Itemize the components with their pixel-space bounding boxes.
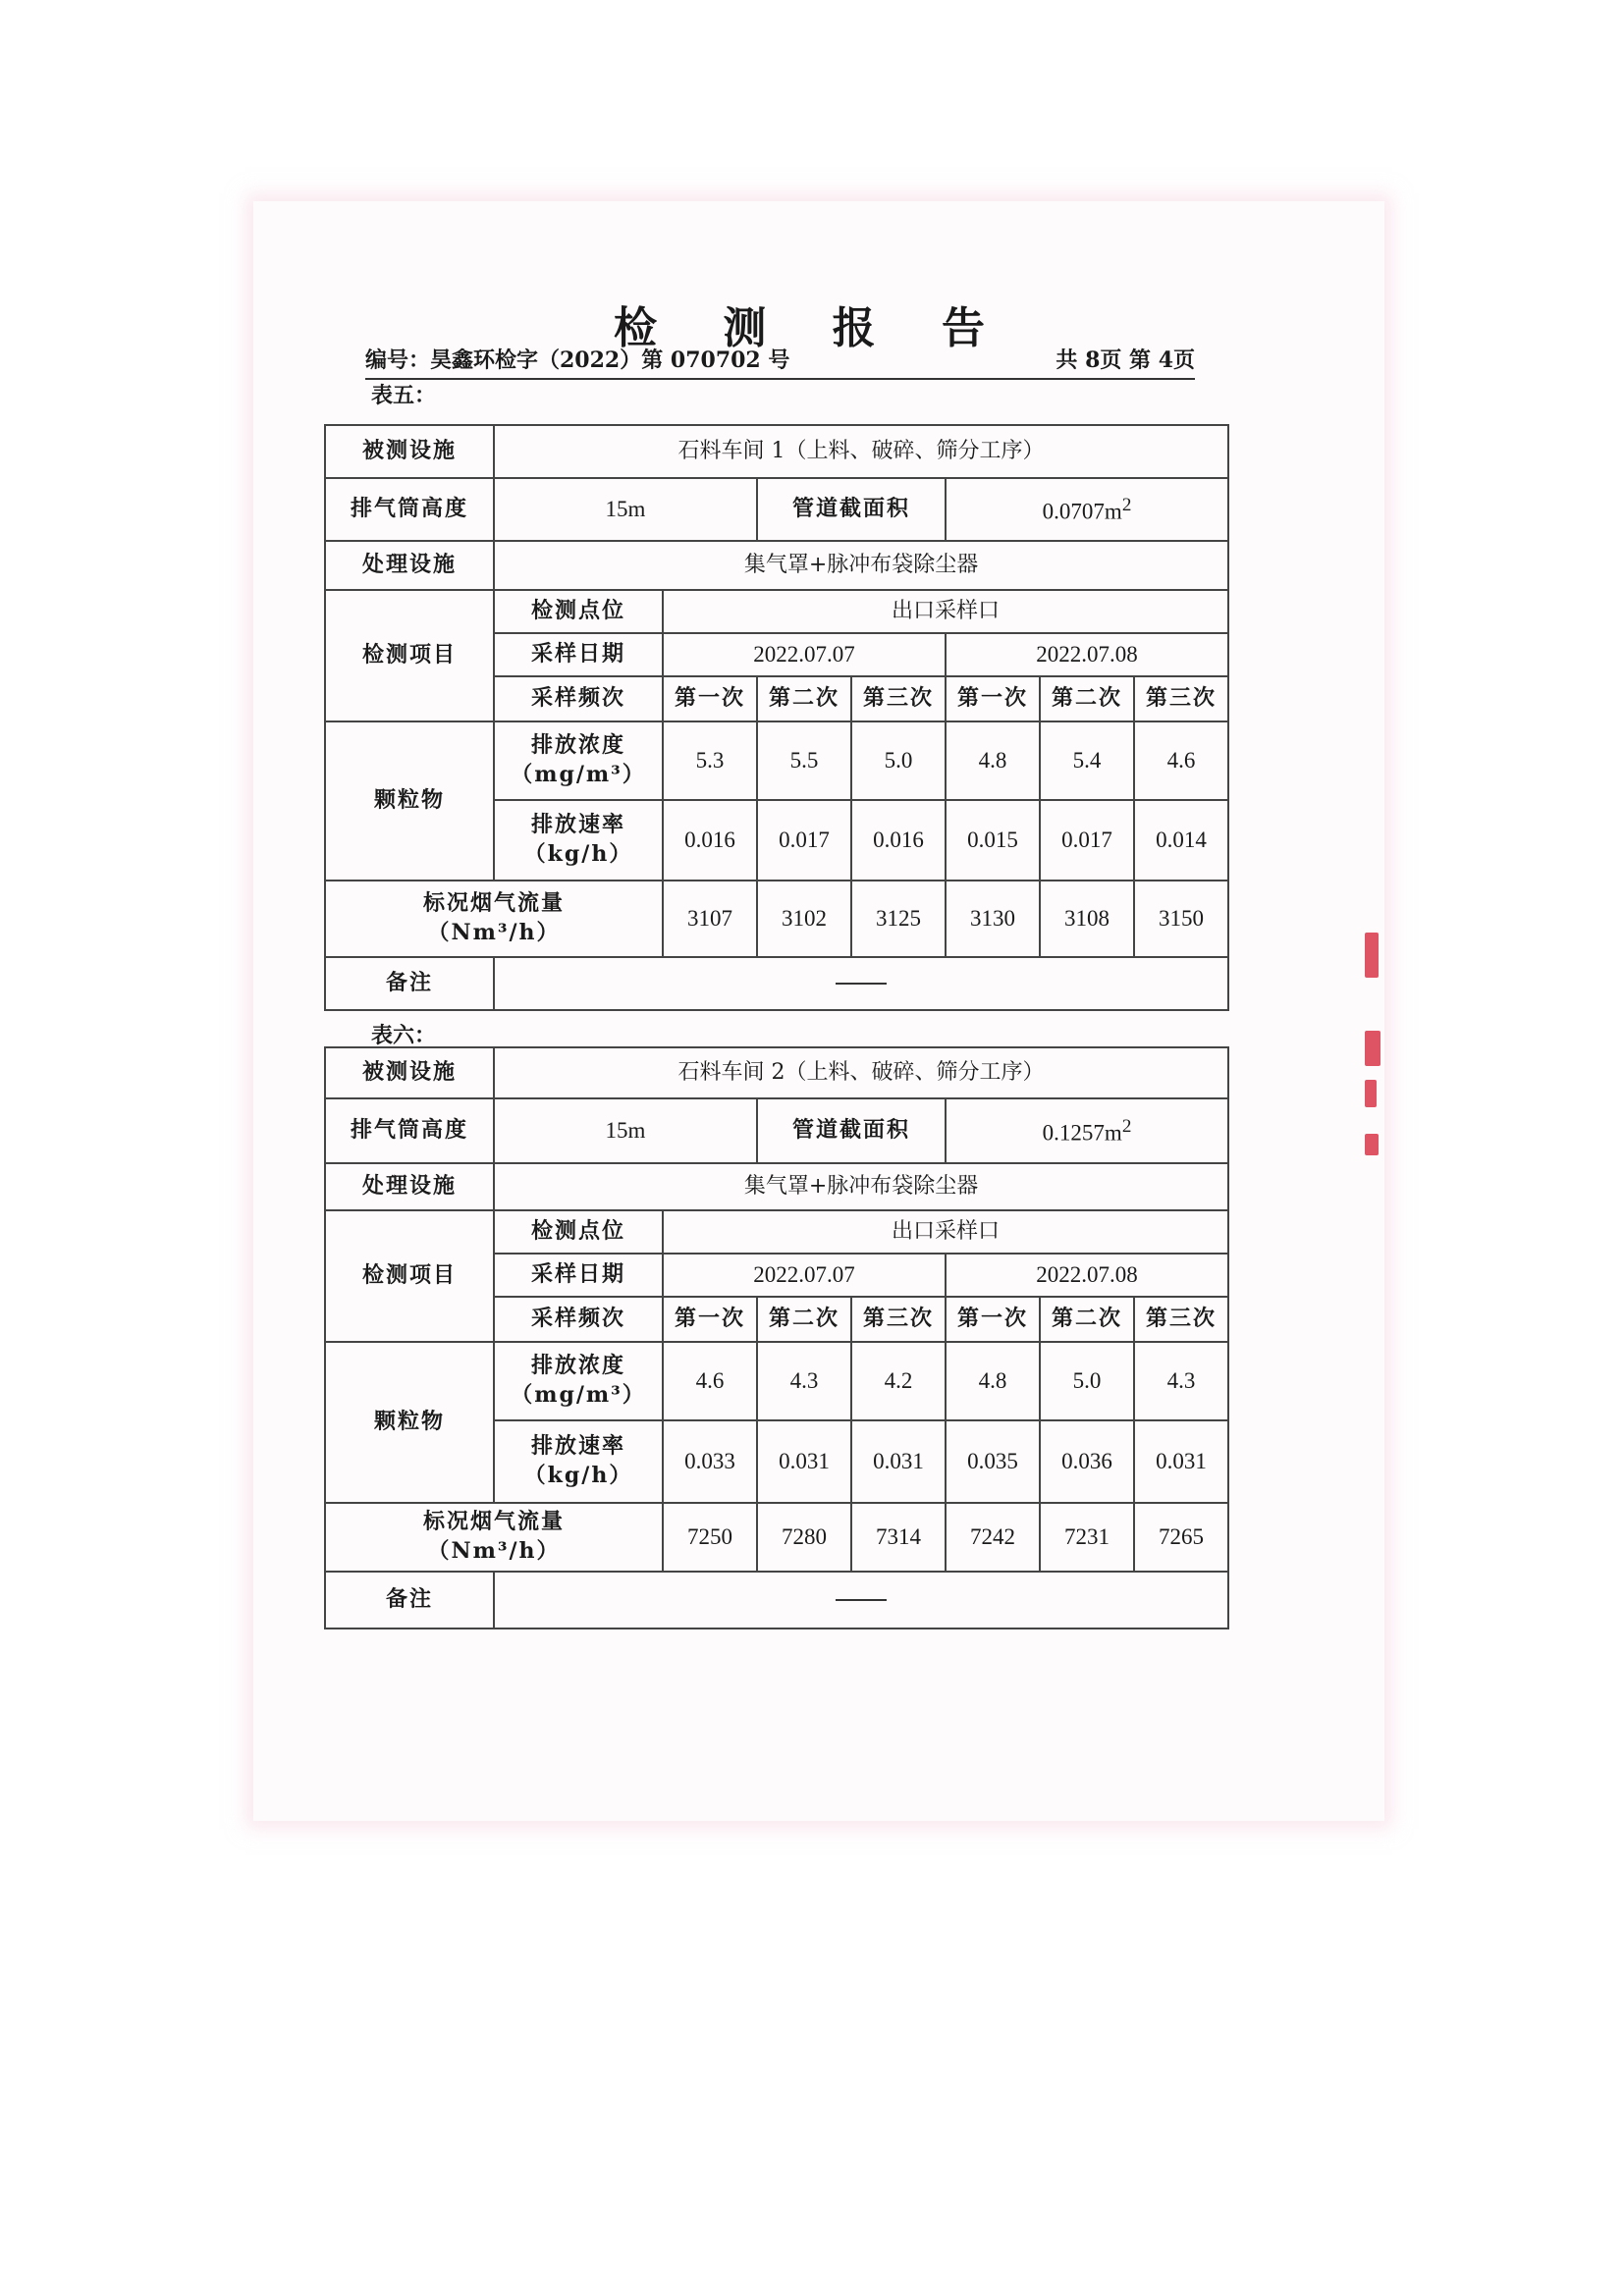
flow-cell: 7231 bbox=[1040, 1503, 1134, 1572]
point-label: 检测点位 bbox=[494, 1210, 663, 1254]
table5 bbox=[324, 424, 1229, 1011]
run-header: 第二次 bbox=[757, 1297, 851, 1342]
facility-label: 被测设施 bbox=[325, 425, 494, 478]
run-header: 第三次 bbox=[851, 676, 946, 721]
stack-height-value: 15m bbox=[494, 478, 757, 541]
treatment-label: 处理设施 bbox=[325, 541, 494, 590]
stack-height-label: 排气筒高度 bbox=[325, 478, 494, 541]
flow-cell: 3108 bbox=[1040, 881, 1134, 957]
emission-rate-cell: 0.031 bbox=[851, 1420, 946, 1503]
point-label: 检测点位 bbox=[494, 590, 663, 633]
emission-rate-cell: 0.031 bbox=[757, 1420, 851, 1503]
concentration-cell: 5.3 bbox=[663, 721, 757, 800]
items-label: 检测项目 bbox=[325, 590, 494, 721]
remark-value bbox=[494, 1572, 1228, 1629]
pm-label: 颗粒物 bbox=[325, 721, 494, 881]
flow-cell: 3102 bbox=[757, 881, 851, 957]
flow-cell: 7280 bbox=[757, 1503, 851, 1572]
sample-date: 2022.07.07 bbox=[663, 1254, 946, 1297]
run-header: 第二次 bbox=[1040, 1297, 1134, 1342]
flow-cell: 7314 bbox=[851, 1503, 946, 1572]
report-header bbox=[365, 344, 1195, 380]
flow-label: 标况烟气流量 （Nm³/h） bbox=[325, 881, 663, 957]
concentration-cell: 5.5 bbox=[757, 721, 851, 800]
facility-value: 石料车间 1（上料、破碎、筛分工序） bbox=[494, 425, 1228, 478]
duct-area-value: $0.1257m^2$ bbox=[946, 1098, 1228, 1163]
flow-cell: 3125 bbox=[851, 881, 946, 957]
concentration-cell: 5.0 bbox=[1040, 1342, 1134, 1420]
stack-height-label: 排气筒高度 bbox=[325, 1098, 494, 1163]
emission-rate-label: 排放速率 （kg/h） bbox=[494, 800, 663, 881]
flow-label: 标况烟气流量 （Nm³/h） bbox=[325, 1503, 663, 1572]
emission-rate-label: 排放速率 （kg/h） bbox=[494, 1420, 663, 1503]
duct-area-value: $0.0707m^2$ bbox=[946, 478, 1228, 541]
emission-rate-cell: 0.036 bbox=[1040, 1420, 1134, 1503]
run-header: 第三次 bbox=[1134, 676, 1228, 721]
emission-rate-cell: 0.017 bbox=[757, 800, 851, 881]
concentration-cell: 4.2 bbox=[851, 1342, 946, 1420]
report-number: 编号：昊鑫环检字（2022）第 070702 号 bbox=[365, 347, 790, 373]
items-label: 检测项目 bbox=[325, 1210, 494, 1342]
table6 bbox=[324, 1046, 1229, 1629]
treatment-label: 处理设施 bbox=[325, 1163, 494, 1210]
emission-rate-cell: 0.033 bbox=[663, 1420, 757, 1503]
concentration-label: 排放浓度 （mg/m³） bbox=[494, 1342, 663, 1420]
flow-cell: 7265 bbox=[1134, 1503, 1228, 1572]
emission-rate-cell: 0.016 bbox=[663, 800, 757, 881]
concentration-label: 排放浓度 （mg/m³） bbox=[494, 721, 663, 800]
flow-cell: 7242 bbox=[946, 1503, 1040, 1572]
concentration-cell: 4.3 bbox=[1134, 1342, 1228, 1420]
concentration-cell: 5.0 bbox=[851, 721, 946, 800]
duct-area-label: 管道截面积 bbox=[757, 478, 946, 541]
sample-date: 2022.07.07 bbox=[663, 633, 946, 676]
stack-height-value: 15m bbox=[494, 1098, 757, 1163]
emission-rate-cell: 0.014 bbox=[1134, 800, 1228, 881]
flow-cell: 3107 bbox=[663, 881, 757, 957]
facility-label: 被测设施 bbox=[325, 1047, 494, 1098]
concentration-cell: 4.3 bbox=[757, 1342, 851, 1420]
run-header: 第一次 bbox=[663, 676, 757, 721]
frequency-label: 采样频次 bbox=[494, 1297, 663, 1342]
run-header: 第一次 bbox=[946, 1297, 1040, 1342]
run-header: 第一次 bbox=[946, 676, 1040, 721]
point-value: 出口采样口 bbox=[663, 590, 1228, 633]
table5-label: 表五： bbox=[371, 383, 437, 408]
emission-rate-cell: 0.035 bbox=[946, 1420, 1040, 1503]
remark-label: 备注 bbox=[325, 1572, 494, 1629]
run-header: 第一次 bbox=[663, 1297, 757, 1342]
concentration-cell: 4.6 bbox=[663, 1342, 757, 1420]
facility-value: 石料车间 2（上料、破碎、筛分工序） bbox=[494, 1047, 1228, 1098]
concentration-cell: 4.6 bbox=[1134, 721, 1228, 800]
flow-cell: 3130 bbox=[946, 881, 1040, 957]
run-header: 第二次 bbox=[757, 676, 851, 721]
emission-rate-cell: 0.015 bbox=[946, 800, 1040, 881]
sample-date: 2022.07.08 bbox=[946, 1254, 1228, 1297]
seal-stamp-edge bbox=[1365, 933, 1384, 1168]
duct-area-label: 管道截面积 bbox=[757, 1098, 946, 1163]
frequency-label: 采样频次 bbox=[494, 676, 663, 721]
run-header: 第二次 bbox=[1040, 676, 1134, 721]
page-info: 共 8页 第 4页 bbox=[1056, 347, 1195, 373]
emission-rate-cell: 0.031 bbox=[1134, 1420, 1228, 1503]
report-title: 检 测 报 告 bbox=[614, 303, 1010, 353]
flow-cell: 7250 bbox=[663, 1503, 757, 1572]
concentration-cell: 5.4 bbox=[1040, 721, 1134, 800]
pm-label: 颗粒物 bbox=[325, 1342, 494, 1503]
sample-date: 2022.07.08 bbox=[946, 633, 1228, 676]
treatment-value: 集气罩+脉冲布袋除尘器 bbox=[494, 1163, 1228, 1210]
treatment-value: 集气罩+脉冲布袋除尘器 bbox=[494, 541, 1228, 590]
concentration-cell: 4.8 bbox=[946, 721, 1040, 800]
emission-rate-cell: 0.016 bbox=[851, 800, 946, 881]
date-label: 采样日期 bbox=[494, 1254, 663, 1297]
concentration-cell: 4.8 bbox=[946, 1342, 1040, 1420]
run-header: 第三次 bbox=[851, 1297, 946, 1342]
remark-label: 备注 bbox=[325, 957, 494, 1010]
emission-rate-cell: 0.017 bbox=[1040, 800, 1134, 881]
flow-cell: 3150 bbox=[1134, 881, 1228, 957]
remark-value bbox=[494, 957, 1228, 1010]
date-label: 采样日期 bbox=[494, 633, 663, 676]
table6-label: 表六： bbox=[371, 1023, 437, 1048]
run-header: 第三次 bbox=[1134, 1297, 1228, 1342]
point-value: 出口采样口 bbox=[663, 1210, 1228, 1254]
